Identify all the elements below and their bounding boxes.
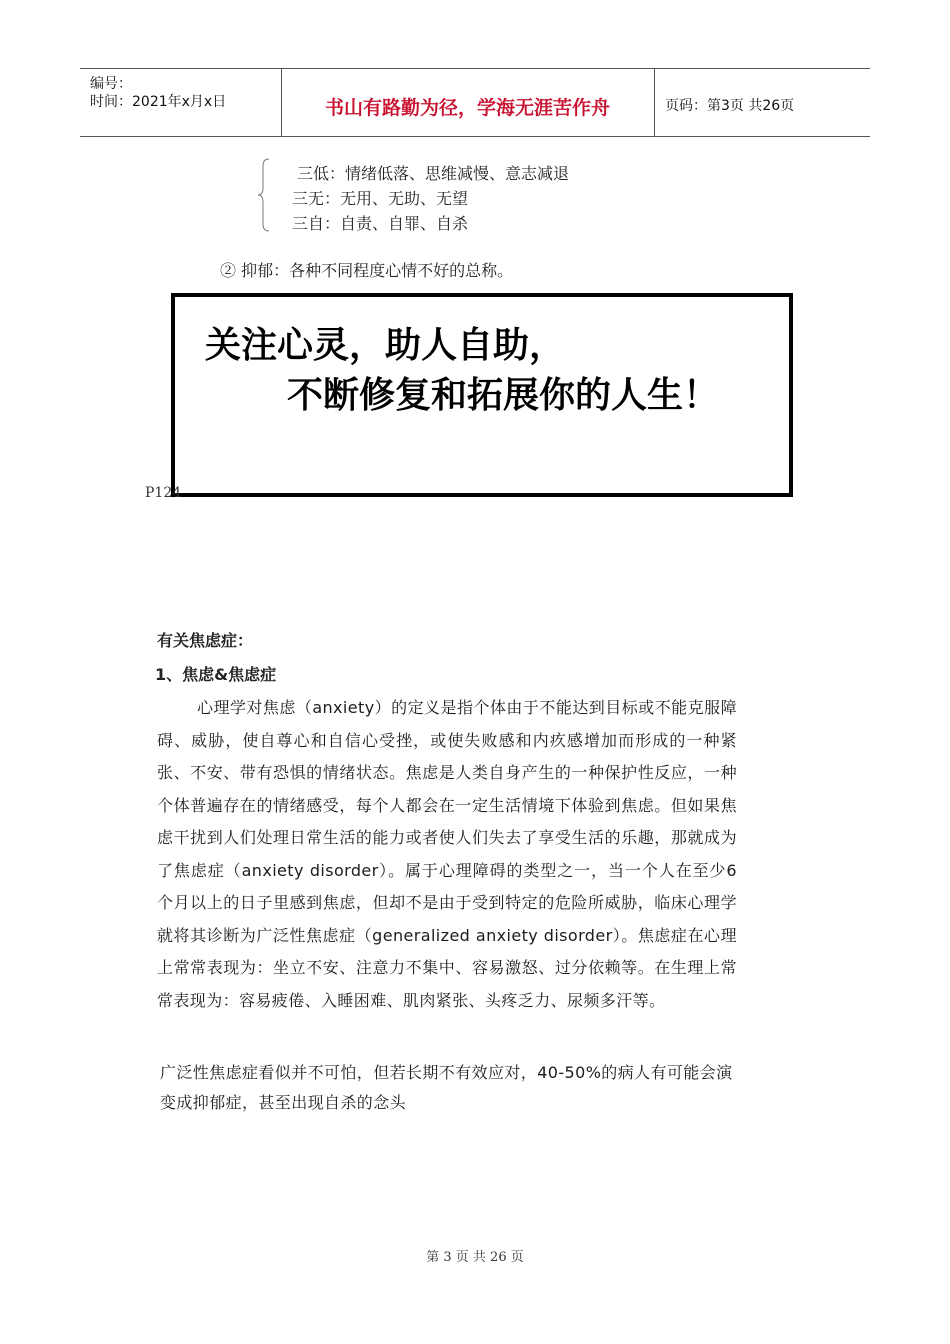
slogan-box [171,293,793,497]
page-reference: P124 [145,485,182,501]
page-footer: 第 3 页 共 26 页 [426,1250,524,1265]
brace-item-2: 三无：无用、无助、无望 [292,189,469,208]
brace-item-1: 三低：情绪低落、思维减慢、意志减退 [297,164,570,183]
brace-item-3: 三自：自责、自罪、自杀 [292,214,469,233]
header-motto-cell [281,69,655,136]
subsection-title: 1、焦虑&焦虑症 [155,665,277,684]
section-title: 有关焦虑症： [157,631,254,650]
page-header [80,68,870,137]
motto: 书山有路勤为径，学海无涯苦作舟 [324,97,610,119]
page-info: 页码：第3页 共26页 [665,98,795,114]
brace-icon [258,158,270,232]
header-page-cell [655,69,870,136]
slogan-line-1: 关注心灵，助人自助， [205,325,566,366]
slogan-line-2: 不断修复和拓展你的人生！ [287,375,720,416]
article-paragraph-1: 心理学对焦虑（anxiety）的定义是指个体由于不能达到目标或不能克服障碍、威胁，使自尊心和自信心受挫，或使失败感和内疚感增加而形成的一种紧张、不安、带有恐惧的情绪状态。焦虑是人类自身产生的一种保护性反应，一种个体普遍存在的情绪感受，每个人都会在一定生活情境下体验到焦虑。但如果焦虑干扰到人们处理日常生活的能力或者使人们失去了享受生活的乐趣，那就成为了焦虑症（anxiety disorder）。属于心理障碍的类型之一，当一个人在至少6个月以上的日子里感到焦虑，但却不是由于受到特定的危险所威胁，临床心理学就将其诊断为广泛性焦虑症（generalized anxiety disorder）。焦虑症在心理上常常表现为：坐立不安、注意力不集中、容易激怒、过分依赖等。在生理上常常表现为：容易疲倦、入睡困难、肌肉紧张、头疼乏力、尿频多汗等。 [157,698,737,1010]
article-paragraph-2: 广泛性焦虑症看似并不可怕，但若长期不有效应对，40-50%的病人有可能会演变成抑郁症，甚至出现自杀的念头 [160,1063,733,1112]
number-label: 编号： [90,76,132,92]
header-meta-cell [80,69,282,136]
depression-note: ② 抑郁：各种不同程度心情不好的总称。 [220,261,514,280]
time-label: 时间：2021年x月x日 [90,94,227,110]
